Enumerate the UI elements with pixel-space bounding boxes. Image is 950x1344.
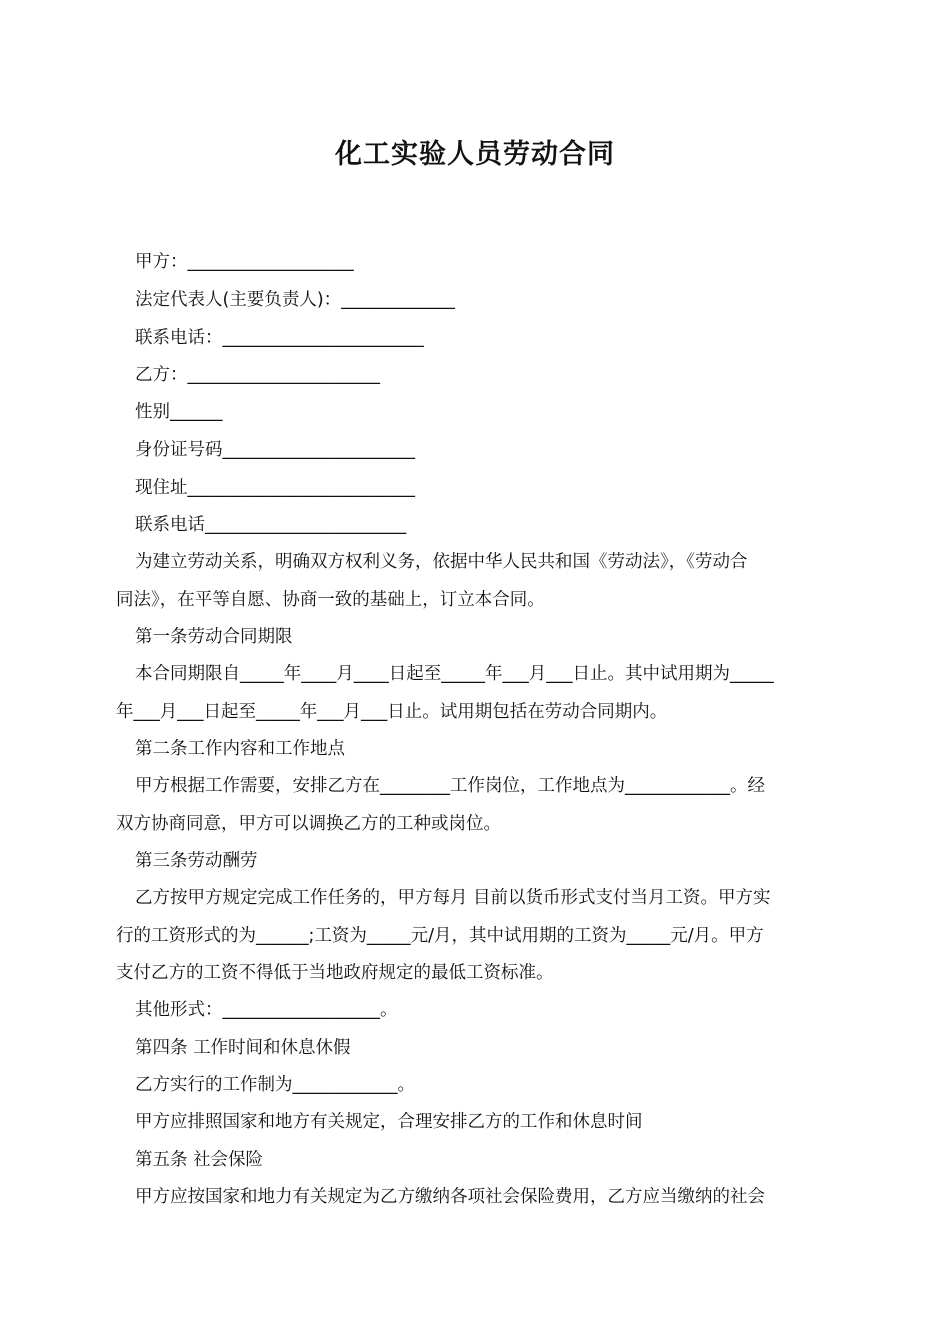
address-line: 现住址__________________________ [135,478,415,498]
article-5-line-1: 甲方应按国家和地力有关规定为乙方缴纳各项社会保险费用，乙方应当缴纳的社会 [135,1187,765,1207]
article-3-line-3: 支付乙方的工资不得低于当地政府规定的最低工资标准。 [116,963,554,983]
preamble-line-2: 同法》，在平等自愿、协商一致的基础上，订立本合同。 [116,590,545,610]
legal-rep-line: 法定代表人(主要负责人)：_____________ [135,290,455,310]
work-system-line: 乙方实行的工作制为____________。 [135,1075,415,1095]
page-title: 化工实验人员劳动合同 [335,139,615,170]
article-1-line-2: 年___月___日起至_____年___月___日止。试用期包括在劳动合同期内。 [116,702,668,722]
article-2-line-1: 甲方根据工作需要，安排乙方在________工作岗位，工作地点为____________。经 [135,776,765,796]
rest-arrangement-line: 甲方应排照国家和地方有关规定，合理安排乙方的工作和休息时间 [135,1112,643,1132]
article-2-line-2: 双方协商同意，甲方可以调换乙方的工种或岗位。 [116,814,501,834]
article-5-heading: 第五条 社会保险 [135,1150,264,1170]
article-4-heading: 第四条 工作时间和休息休假 [135,1038,351,1058]
article-1-heading: 第一条劳动合同期限 [135,627,293,647]
other-forms-line: 其他形式：__________________。 [135,1000,398,1020]
article-3-line-2: 行的工资形式的为______;工资为_____元/月，其中试用期的工资为_____元/月。甲方 [116,926,764,946]
gender-line: 性别______ [135,402,223,422]
article-3-heading: 第三条劳动酬劳 [135,851,258,871]
preamble-line-1: 为建立劳动关系，明确双方权利义务，依据中华人民共和国《劳动法》，《劳动合 [135,552,748,572]
party-a-phone-line: 联系电话：_______________________ [135,328,424,348]
article-3-line-1: 乙方按甲方规定完成工作任务的，甲方每月 目前以货币形式支付当月工资。甲方实 [135,888,771,908]
party-b-line: 乙方：______________________ [135,365,380,385]
id-number-line: 身份证号码______________________ [135,440,415,460]
article-1-line-1: 本合同期限自_____年____月____日起至_____年___月___日止。其中试用期为_____ [135,664,774,684]
article-2-heading: 第二条工作内容和工作地点 [135,739,345,759]
party-a-line: 甲方：___________________ [135,252,354,272]
party-b-phone-line: 联系电话_______________________ [135,515,407,535]
